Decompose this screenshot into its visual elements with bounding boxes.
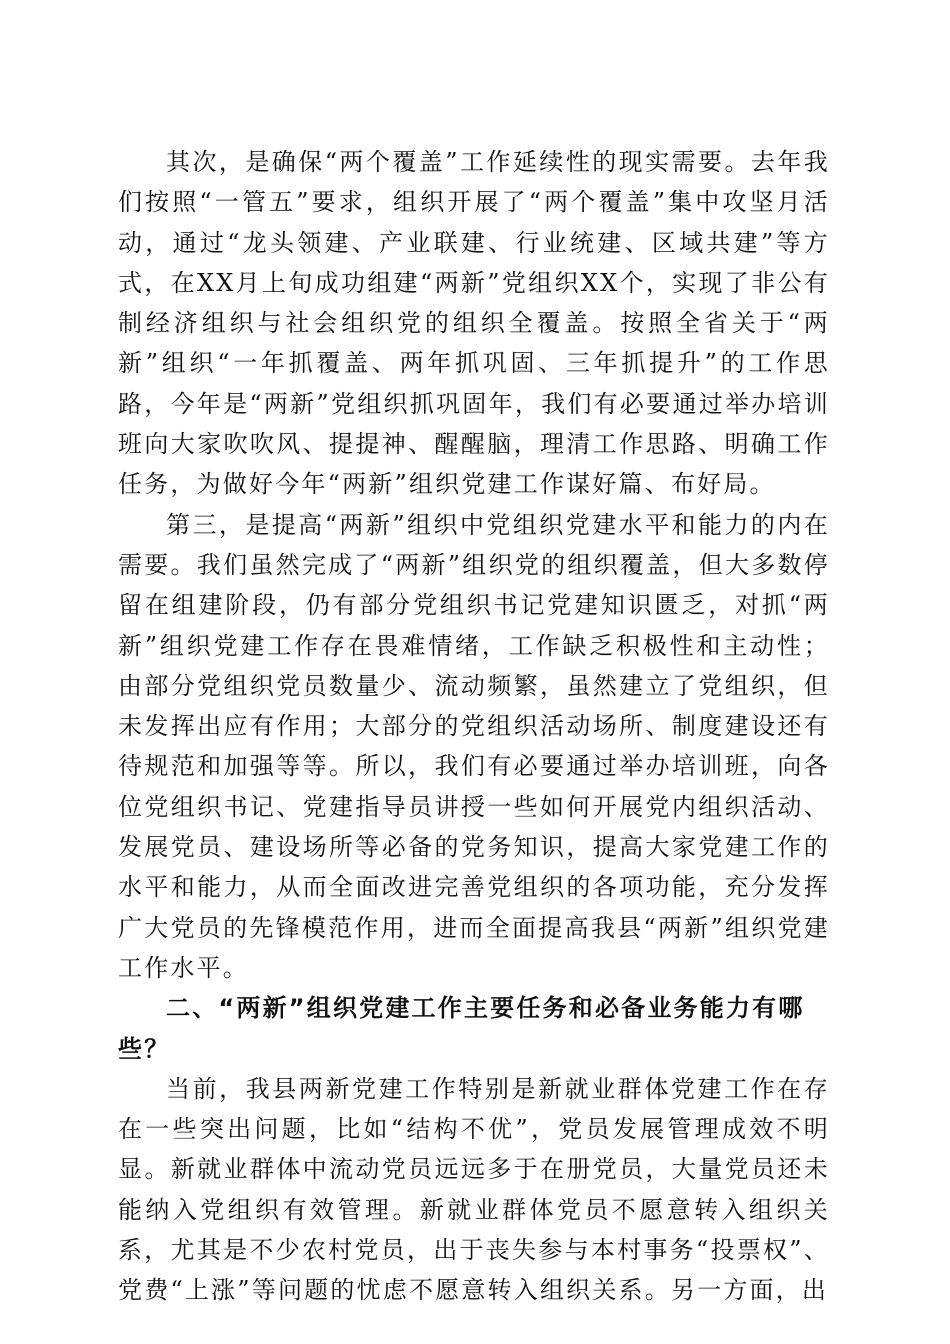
paragraph-third-reason: 第三，是提高“两新”组织中党组织党建水平和能力的内在需要。我们虽然完成了“两新”组织党的组织覆盖，但大多数停留在组建阶段，仍有部分党组织书记党建知识匮乏，对抓“两新”组织党建工作存在畏难情绪，工作缺乏积极性和主动性；由部分党组织党员数量少、流动频繁，虽然建立了党组织，但未发挥出应有作用；大部分的党组织活动场所、制度建设还有待规范和加强等等。所以，我们有必要通过举办培训班，向各位党组织书记、党建指导员讲授一些如何开展党内组织活动、发展党员、建设场所等必备的党务知识，提高大家党建工作的水平和能力，从而全面改进完善党组织的各项功能，充分发挥广大党员的先锋模范作用，进而全面提高我县“两新”组织党建工作水平。: [118, 510, 830, 982]
document-body: [118, 142, 830, 1311]
section-heading-two: 二、“两新”组织党建工作主要任务和必备业务能力有哪些？: [118, 994, 805, 1063]
paragraph-current-issues: 当前，我县两新党建工作特别是新就业群体党建工作在存在一些突出问题，比如“结构不优”，党员发展管理成效不明显。新就业群体中流动党员远远多于在册党员，大量党员还未能纳入党组织有效管理。新就业群体党员不愿意转入组织关系，尤其是不少农村党员，出于丧失参与本村事务“投票权”、党费“上涨”等问题的忧虑不愿意转入组织关系。另一方面，出: [118, 1074, 830, 1305]
paragraph-second-reason: 其次，是确保“两个覆盖”工作延续性的现实需要。去年我们按照“一管五”要求，组织开展了“两个覆盖”集中攻坚月活动，通过“龙头领建、产业联建、行业统建、区域共建”等方式，在XX月上旬成功组建“两新”党组织XX个，实现了非公有制经济组织与社会组织党的组织全覆盖。按照全省关于“两新”组织“一年抓覆盖、两年抓巩固、三年抓提升”的工作思路，今年是“两新”党组织抓巩固年，我们有必要通过举办培训班向大家吹吹风、提提神、醒醒脑，理清工作思路、明确工作任务，为做好今年“两新”组织党建工作谋好篇、布好局。: [118, 148, 830, 499]
